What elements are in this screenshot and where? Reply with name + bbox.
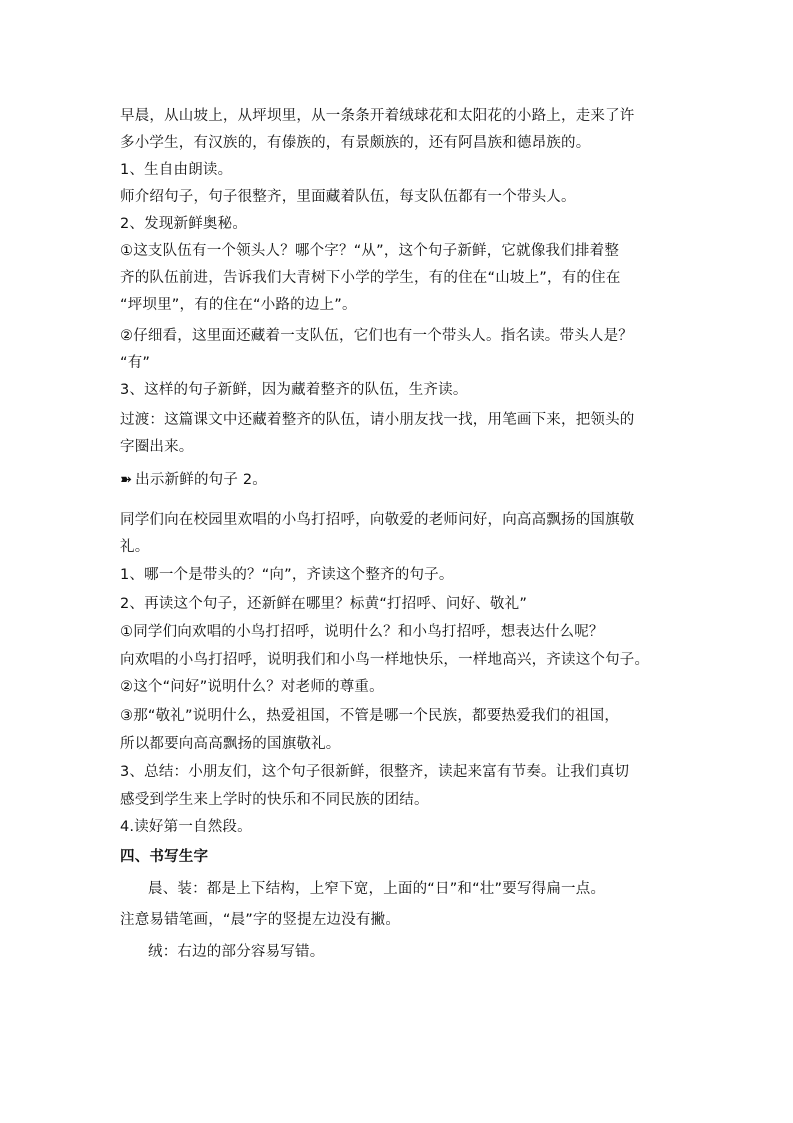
text-line: 早晨，从山坡上，从坪坝里，从一条条开着绒球花和太阳花的小路上，走来了许 bbox=[120, 108, 635, 124]
text-line: 感受到学生来上学时的快乐和不同民族的团结。 bbox=[120, 792, 429, 808]
bullet-text: 出示新鲜的句子 2。 bbox=[135, 472, 267, 488]
text-line: 4.读好第一自然段。 bbox=[120, 819, 252, 835]
text-line: 晨、装：都是上下结构，上窄下宽，上面的“日”和“壮”要写得扁一点。 bbox=[148, 881, 606, 897]
text-line: 多小学生，有汉族的，有傣族的，有景颇族的，还有阿昌族和德昂族的。 bbox=[120, 135, 591, 151]
text-line: 向欢唱的小鸟打招呼，说明我们和小鸟一样地快乐，一样地高兴，齐读这个句子。 bbox=[120, 652, 650, 668]
double-arrow-icon: ➽ bbox=[120, 472, 130, 488]
text-line: 3、总结：小朋友们，这个句子很新鲜，很整齐，读起来富有节奏。让我们真切 bbox=[120, 764, 630, 780]
text-line: ②这个“问好”说明什么？对老师的尊重。 bbox=[120, 679, 384, 695]
text-line: “有” bbox=[120, 355, 151, 371]
text-line: 礼。 bbox=[120, 539, 150, 555]
text-line: 字圈出来。 bbox=[120, 439, 194, 455]
text-line: 3、这样的句子新鲜，因为藏着整齐的队伍，生齐读。 bbox=[120, 382, 468, 398]
text-line: 注意易错笔画，“晨”字的竖提左边没有撇。 bbox=[120, 912, 401, 928]
text-line: 所以都要向高高飘扬的国旗敬礼。 bbox=[120, 736, 341, 752]
text-line-with-bullet bbox=[120, 470, 680, 490]
text-line: 过渡：这篇课文中还藏着整齐的队伍，请小朋友找一找，用笔画下来，把领头的 bbox=[120, 412, 635, 428]
text-line: 齐的队伍前进，告诉我们大青树下小学的学生，有的住在“山坡上”，有的住在 bbox=[120, 270, 621, 286]
text-line: 1、生自由朗读。 bbox=[120, 162, 233, 178]
text-line: 2、再读这个句子，还新鲜在哪里？标黄“打招呼、问好、敬礼” bbox=[120, 596, 528, 612]
text-line: ③那“敬礼”说明什么，热爱祖国，不管是哪一个民族，都要热爱我们的祖国， bbox=[120, 708, 620, 724]
text-line: ①这支队伍有一个领头人？哪个字？“从”，这个句子新鲜，它就像我们排着整 bbox=[120, 243, 620, 259]
text-line: 同学们向在校园里欢唱的小鸟打招呼，向敬爱的老师问好，向高高飘扬的国旗敬 bbox=[120, 512, 635, 528]
text-line: “坪坝里”，有的住在“小路的边上”。 bbox=[120, 297, 357, 313]
text-line: 绒：右边的部分容易写错。 bbox=[148, 944, 325, 960]
text-line: ①同学们向欢唱的小鸟打招呼，说明什么？和小鸟打招呼，想表达什么呢？ bbox=[120, 624, 604, 640]
section-heading: 四、书写生字 bbox=[120, 849, 209, 865]
text-line: 1、哪一个是带头的？“向”，齐读这个整齐的句子。 bbox=[120, 567, 454, 583]
text-line: ②仔细看，这里面还藏着一支队伍，它们也有一个带头人。指名读。带头人是？ bbox=[120, 328, 633, 344]
text-line: 2、发现新鲜奥秘。 bbox=[120, 216, 248, 232]
text-line: 师介绍句子，句子很整齐，里面藏着队伍，每支队伍都有一个带头人。 bbox=[120, 189, 576, 205]
